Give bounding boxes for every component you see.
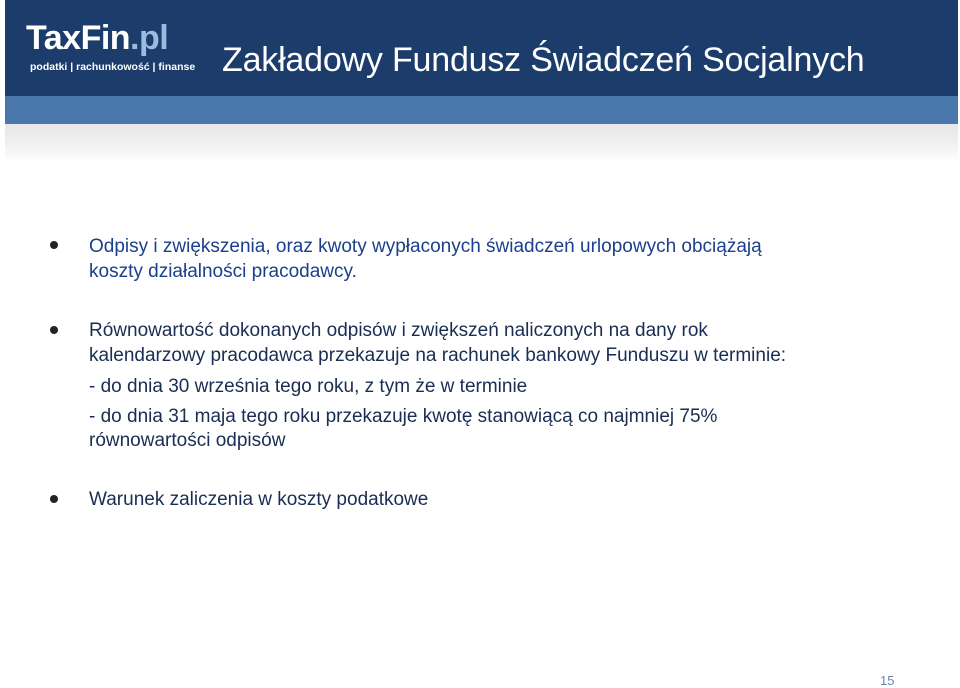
logo-main-text: TaxFin	[26, 19, 131, 57]
bullet-3-line-1: Warunek zaliczenia w koszty podatkowe	[89, 489, 429, 510]
header-shadow	[5, 124, 958, 162]
bullet-1-line-2: koszty działalności pracodawcy.	[89, 261, 357, 282]
header-stripe	[5, 96, 958, 124]
bullet-2-sub-line-3: równowartości odpisów	[89, 430, 286, 451]
page-number: 15	[880, 673, 895, 688]
bullet-icon	[50, 495, 58, 503]
bullet-icon	[50, 241, 58, 249]
bullet-2-line-1: Równowartość dokonanych odpisów i zwiększeń naliczonych na dany rok	[89, 320, 708, 341]
logo-suffix: .pl	[130, 19, 169, 57]
bullet-1-line-1: Odpisy i zwiększenia, oraz kwoty wypłaconych świadczeń urlopowych obciążają	[89, 236, 762, 257]
logo-wordmark	[26, 18, 168, 58]
bullet-2-sub-line-2: - do dnia 31 maja tego roku przekazuje kwotę stanowiącą co najmniej 75%	[89, 406, 718, 427]
bullet-2-sub-line-1: - do dnia 30 września tego roku, z tym że w terminie	[89, 376, 528, 397]
bullet-2-line-2: kalendarzowy pracodawca przekazuje na rachunek bankowy Funduszu w terminie:	[89, 345, 787, 366]
slide-title: Zakładowy Fundusz Świadczeń Socjalnych	[222, 41, 865, 79]
taxfin-logo	[26, 18, 196, 78]
bullet-icon	[50, 326, 58, 334]
logo-tagline: podatki | rachunkowość | finanse	[30, 61, 196, 73]
